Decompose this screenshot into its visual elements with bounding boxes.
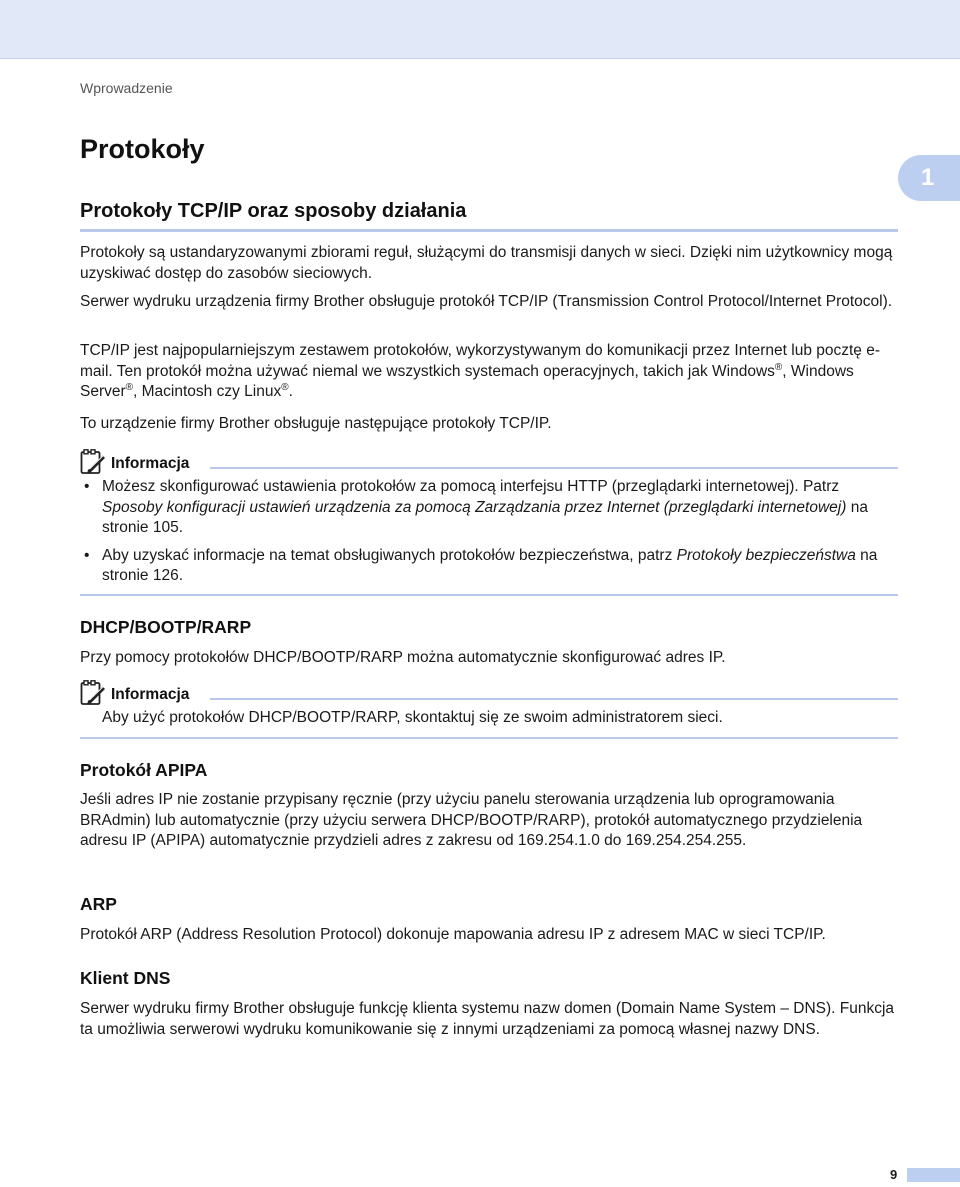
breadcrumb: Wprowadzenie xyxy=(80,80,173,96)
bullet: • xyxy=(84,546,90,564)
paragraph-dhcp: Przy pomocy protokołów DHCP/BOOTP/RARP można automatycznie skonfigurować adres IP. xyxy=(80,649,726,666)
chapter-tab: 1 xyxy=(898,155,960,201)
page-header-band xyxy=(0,0,960,59)
list-item xyxy=(84,546,898,587)
paragraph-intro: Protokoły są ustandaryzowanymi zbiorami reguł, służącymi do transmisji danych w sieci. Dzięki nim użytkownicy mogą uzyskiwać dostęp do zasobów sieciowych. xyxy=(80,244,893,282)
pencil-note-icon xyxy=(80,449,106,475)
list-item xyxy=(84,477,898,539)
note-end-rule xyxy=(80,737,898,739)
paragraph-supported-protocols: To urządzenie firmy Brother obsługuje następujące protokoły TCP/IP. xyxy=(80,415,552,432)
note-header xyxy=(80,449,898,477)
note-label: Informacja xyxy=(111,455,190,472)
text-segment: . xyxy=(288,383,293,400)
subsection-heading-apipa: Protokół APIPA xyxy=(80,760,208,780)
subsection-heading-dhcp: DHCP/BOOTP/RARP xyxy=(80,617,252,637)
registered-mark: ® xyxy=(774,361,783,373)
pencil-note-icon xyxy=(80,680,106,706)
paragraph-tcpip-popular xyxy=(80,341,898,403)
note-bullet-list xyxy=(84,477,898,594)
text-segment: Aby uzyskać informacje na temat obsługiwanych protokołów bezpieczeństwa, patrz xyxy=(102,546,677,564)
text-segment: TCP/IP jest najpopularniejszym zestawem protokołów, wykorzystywanym do komunikacji przez Internet lub pocztę e-mail. Ten protokół można używać niemal we wszystkich systemach operacyjnych, takich jak Windows xyxy=(80,342,881,380)
cross-reference-link[interactable]: Sposoby konfiguracji ustawień urządzenia za pomocą Zarządzania przez Internet (przeglądarki internetowej) xyxy=(102,498,847,516)
note-label: Informacja xyxy=(111,686,190,703)
section-heading-rule xyxy=(80,229,898,232)
registered-mark: ® xyxy=(281,381,289,393)
page-title: Protokoły xyxy=(80,134,205,164)
subsection-heading-arp: ARP xyxy=(80,894,117,914)
text-segment: , Macintosh czy Linux xyxy=(133,383,282,400)
cross-reference-link[interactable]: Protokoły bezpieczeństwa xyxy=(676,546,856,564)
page-number: 9 xyxy=(890,1167,898,1182)
text-segment: Możesz skonfigurować ustawienia protokołów za pomocą interfejsu HTTP (przeglądarki internetowej). Patrz xyxy=(102,478,840,495)
subsection-heading-dns: Klient DNS xyxy=(80,968,171,988)
paragraph-arp: Protokół ARP (Address Resolution Protocol) dokonuje mapowania adresu IP z adresem MAC w sieci TCP/IP. xyxy=(80,926,826,943)
note-header xyxy=(80,680,898,708)
paragraph-dns: Serwer wydruku firmy Brother obsługuje funkcję klienta systemu nazw domen (Domain Name System – DNS). Funkcja ta umożliwia serwerowi wydruku komunikowanie się z innymi urządzeniami za pomocą własnej nazwy DNS. xyxy=(80,1000,895,1038)
text-segment: , Windows Server xyxy=(80,362,854,400)
note-rule xyxy=(210,467,898,469)
bullet: • xyxy=(84,478,90,495)
registered-mark: ® xyxy=(125,381,134,393)
paragraph-tcpip-support: Serwer wydruku urządzenia firmy Brother obsługuje protokół TCP/IP (Transmission Control Protocol/Internet Protocol). xyxy=(80,293,893,310)
section-heading: Protokoły TCP/IP oraz sposoby działania xyxy=(80,200,467,222)
page-number-tab xyxy=(907,1168,960,1182)
note-rule xyxy=(210,698,898,700)
text-segment: na stronie 105. xyxy=(102,498,868,536)
paragraph-apipa: Jeśli adres IP nie zostanie przypisany ręcznie (przy użyciu panelu sterowania urządzenia lub oprogramowania BRAdmin) lub automatycznie (przy użyciu serwera DHCP/BOOTP/RARP), protokół automatycznego przydzielenia adresu IP (APIPA) automatycznie przydzieli adres z zakresu od 169.254.1.0 do 169.254.254.255. xyxy=(80,791,863,849)
note-text: Aby użyć protokołów DHCP/BOOTP/RARP, skontaktuj się ze swoim administratorem sieci. xyxy=(102,709,723,726)
note-end-rule xyxy=(80,594,898,596)
text-segment: na stronie 126. xyxy=(102,546,878,584)
